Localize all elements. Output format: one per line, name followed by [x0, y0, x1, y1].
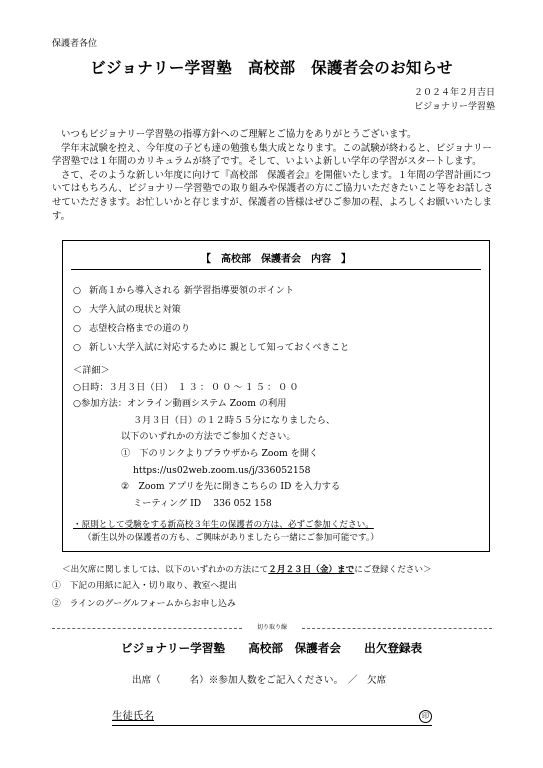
option-2: ② Zoom アプリを先に開きこちらの ID を入力する [121, 481, 341, 493]
circle-bullet-icon: ○ [73, 285, 82, 296]
content-box [62, 240, 490, 552]
meeting-id: ミーティング ID 336 052 158 [133, 497, 272, 509]
option-1: ① 下のリンクよりブラウザから Zoom を開く [121, 447, 319, 459]
attendance-field[interactable]: 出席（ 名）※参加人数をご記入ください。 ／ 欠席 [132, 675, 387, 686]
list-item: ○ 大学入試の現状と対策 [73, 300, 349, 319]
cut-line [52, 622, 492, 634]
circle-bullet-icon: ○ [73, 342, 82, 353]
cut-line-label: 切り取り線 [52, 622, 492, 634]
method-line: ○参加方法：オンライン動画システム Zoom の利用 [73, 398, 287, 410]
form-title: ビジョナリー学習塾 高校部 保護者会 出欠登録表 [120, 641, 423, 655]
registration-method-2: ② ラインのグーグルフォームからお申し込み [52, 599, 236, 609]
intro-paragraph-1: いつもビジョナリー学習塾の指導方針へのご理解とご協力をありがとうございます。 [61, 129, 417, 140]
list-item: ○ 新高１から導入される 新学習指導要領のポイント [73, 281, 349, 300]
method-note-2: 以下のいずれかの方法でご参加ください。 [121, 431, 296, 443]
details-heading: ＜詳細＞ [73, 365, 110, 376]
intro-text [52, 128, 497, 223]
datetime-line: ○日時：３月３日（日） １３：００～１５：００ [73, 381, 301, 393]
organization-name: ビジョナリー学習塾 [414, 102, 495, 112]
intro-paragraph-2: 学年末試験を控え、今年度の子ども達の勉強も集大成となります。この試験が終わると、ビジョナリー学習塾では１年間のカリキュラムが終了です。そして、いよいよ新しい学年の学習がスタートします。 [52, 142, 492, 168]
circle-bullet-icon: ○ [73, 323, 82, 334]
zoom-url-link[interactable]: https://us02web.zoom.us/j/336052158 [133, 464, 311, 476]
student-name-field[interactable] [112, 708, 432, 726]
method-note-1: ３月３日（日）の１２時５５分になりましたら、 [133, 414, 336, 426]
registration-method-1: ① 下記の用紙に記入・切り取り、教室へ提出 [52, 581, 237, 591]
circle-bullet-icon: ○ [73, 304, 82, 315]
issue-date: ２０２４年２月吉日 [413, 88, 495, 98]
list-item: ○ 新しい大学入試に対応するために 親として知っておくべきこと [73, 338, 349, 357]
addressee: 保護者各位 [52, 39, 98, 49]
content-box-divider [71, 269, 481, 270]
intro-paragraph-3: さて、そのような新しい年度に向けて『高校部 保護者会』を開催いたします。１年間の学習計画についてはもちろん、ビジョナリー学習塾での取り組みや保護者の方にご協力いただきたいこと等をお話しさせていただきます。お忙しいかと存じますが、保護者の皆様はぜひご参加の程、よろしくお願いいたします。 [52, 169, 494, 222]
box-notes [73, 519, 379, 544]
student-name-label: 生徒氏名 [112, 710, 154, 722]
deadline-date: ２月２３日（金）まで [268, 565, 355, 575]
details-section [73, 363, 340, 512]
content-box-title: 【 高校部 保護者会 内容 】 [201, 254, 351, 265]
note-optional: （新生以外の保護者の方も、ご興味がありましたら一緒にご参加可能です。） [83, 532, 379, 543]
registration-deadline: ＜出欠席に関しましては、以下のいずれかの方法にて２月２３日（金）までにご登録ください＞ [62, 565, 432, 575]
list-item: ○ 志望校合格までの道のり [73, 319, 349, 338]
topic-list [73, 281, 349, 357]
note-required: ・原則として受験をする新高校３年生の保護者の方は、必ずご参加ください。 [73, 520, 374, 530]
seal-icon: 印 [419, 710, 432, 723]
page-title: ビジョナリー学習塾 高校部 保護者会のお知らせ [90, 59, 453, 77]
